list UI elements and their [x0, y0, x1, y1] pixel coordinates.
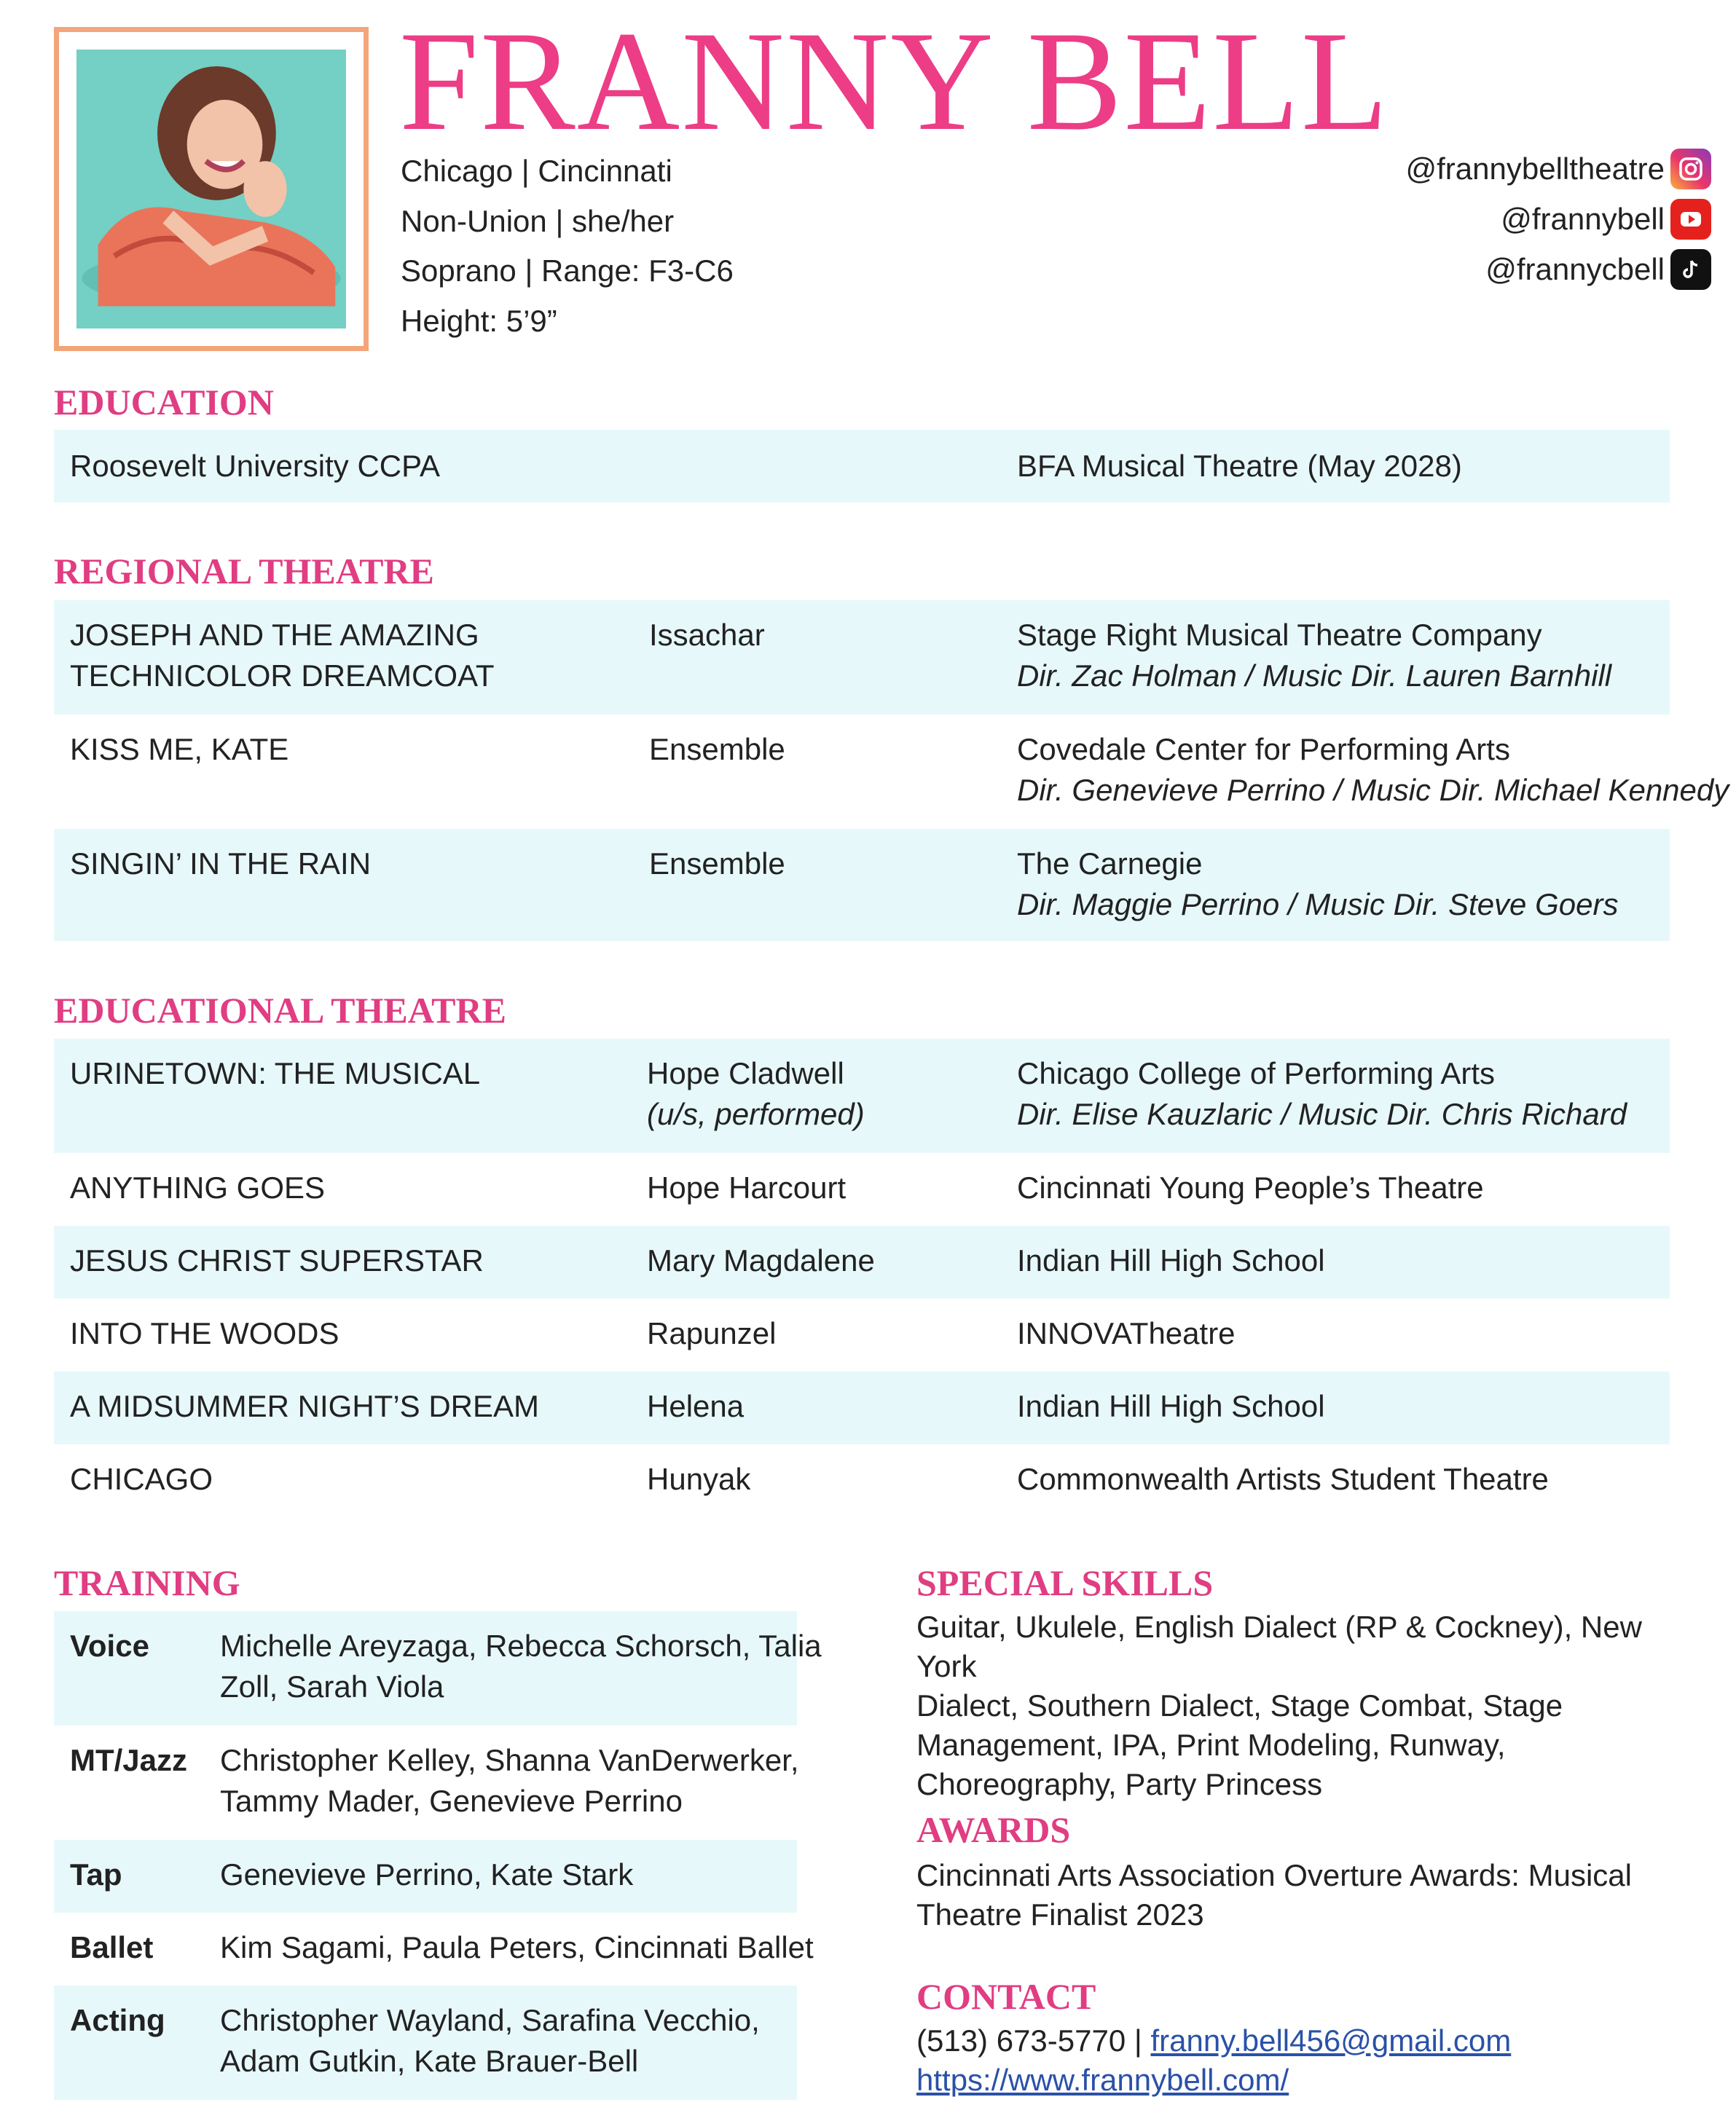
training-label: Ballet	[70, 1930, 154, 1964]
role: Helena	[647, 1389, 745, 1423]
contact-heading: CONTACT	[916, 1976, 1096, 2017]
social-instagram[interactable]	[1405, 149, 1711, 189]
skills-heading: SPECIAL SKILLS	[916, 1562, 1214, 1603]
skills-line: Management, IPA, Print Modeling, Runway,	[916, 1728, 1506, 1762]
social-handle[interactable]: @frannycbell	[1485, 252, 1665, 286]
info-height: Height: 5’9”	[401, 304, 557, 338]
role-note: (u/s, performed)	[647, 1097, 865, 1131]
youtube-icon[interactable]	[1670, 199, 1711, 240]
educational-heading: EDUCATIONAL THEATRE	[54, 990, 506, 1031]
performer-name: FRANNY BELL	[399, 2, 1390, 160]
table-row	[54, 829, 1670, 941]
show-title: TECHNICOLOR DREAMCOAT	[70, 658, 495, 693]
tiktok-icon[interactable]	[1670, 249, 1711, 290]
training-teachers: Kim Sagami, Paula Peters, Cincinnati Ballet	[220, 1930, 814, 1964]
role: Mary Magdalene	[647, 1243, 875, 1278]
skills-line: Choreography, Party Princess	[916, 1767, 1323, 1801]
role: Ensemble	[649, 846, 785, 881]
venue: The Carnegie	[1017, 846, 1203, 881]
email-link[interactable]: franny.bell456@gmail.com	[1150, 2023, 1512, 2058]
role: Hope Harcourt	[647, 1170, 847, 1205]
instagram-icon[interactable]	[1670, 149, 1711, 189]
skills-line: Guitar, Ukulele, English Dialect (RP & Cockney), New York	[916, 1610, 1642, 1683]
show-title: SINGIN’ IN THE RAIN	[70, 846, 372, 881]
training-label: Voice	[70, 1629, 149, 1663]
training-heading: TRAINING	[54, 1562, 240, 1603]
training-teachers: Genevieve Perrino, Kate Stark	[220, 1857, 634, 1892]
skills-text	[916, 1608, 1689, 1804]
directors: Dir. Maggie Perrino / Music Dir. Steve Goers	[1017, 887, 1619, 921]
role: Ensemble	[649, 732, 785, 766]
training-row-ballet	[54, 1913, 814, 1986]
venue: Stage Right Musical Theatre Company	[1017, 618, 1542, 652]
role: Hunyak	[647, 1462, 751, 1496]
headshot-photo	[76, 50, 346, 328]
info-union: Non-Union | she/her	[401, 204, 675, 238]
info-voice: Soprano | Range: F3-C6	[401, 253, 734, 288]
venue: Indian Hill High School	[1017, 1389, 1325, 1423]
table-row	[54, 1039, 1670, 1153]
social-youtube[interactable]	[1501, 199, 1711, 240]
table-row	[54, 1153, 1670, 1226]
phone-number: (513) 673-5770 |	[916, 2023, 1142, 2058]
directors: Dir. Elise Kauzlaric / Music Dir. Chris Richard	[1017, 1097, 1627, 1131]
headshot-illustration	[76, 50, 346, 328]
show-title: KISS ME, KATE	[70, 732, 289, 766]
training-row-voice	[54, 1611, 822, 1726]
venue: INNOVATheatre	[1017, 1316, 1236, 1350]
awards-line: Cincinnati Arts Association Overture Awards: Musical	[916, 1858, 1632, 1892]
role: Issachar	[649, 618, 765, 652]
training-teachers: Tammy Mader, Genevieve Perrino	[220, 1784, 683, 1818]
social-handle[interactable]: @frannybell	[1501, 202, 1665, 236]
venue: Indian Hill High School	[1017, 1243, 1325, 1278]
training-label: Acting	[70, 2003, 165, 2037]
education-row	[54, 430, 1670, 503]
training-teachers: Zoll, Sarah Viola	[220, 1669, 444, 1704]
table-row	[54, 600, 1670, 715]
venue: Cincinnati Young People’s Theatre	[1017, 1170, 1484, 1205]
training-teachers: Christopher Kelley, Shanna VanDerwerker,	[220, 1743, 799, 1777]
directors: Dir. Zac Holman / Music Dir. Lauren Barnhill	[1017, 658, 1612, 693]
show-title: INTO THE WOODS	[70, 1316, 339, 1350]
website-link[interactable]: https://www.frannybell.com/	[916, 2063, 1289, 2097]
show-title: JOSEPH AND THE AMAZING	[70, 618, 479, 652]
venue: Commonwealth Artists Student Theatre	[1017, 1462, 1549, 1496]
directors: Dir. Genevieve Perrino / Music Dir. Michael Kennedy	[1017, 773, 1729, 807]
awards-heading: AWARDS	[916, 1809, 1071, 1850]
role: Hope Cladwell	[647, 1056, 844, 1090]
show-title: JESUS CHRIST SUPERSTAR	[70, 1243, 484, 1278]
show-title: CHICAGO	[70, 1462, 213, 1496]
training-row-mt-jazz	[54, 1726, 797, 1840]
table-row	[54, 1226, 1670, 1299]
training-label: MT/Jazz	[70, 1743, 188, 1777]
venue: Chicago College of Performing Arts	[1017, 1056, 1495, 1090]
show-title: ANYTHING GOES	[70, 1170, 326, 1205]
training-row-tap	[54, 1840, 797, 1913]
show-title: A MIDSUMMER NIGHT’S DREAM	[70, 1389, 540, 1423]
training-teachers: Christopher Wayland, Sarafina Vecchio,	[220, 2003, 760, 2037]
school-name: Roosevelt University CCPA	[70, 449, 441, 483]
venue: Covedale Center for Performing Arts	[1017, 732, 1510, 766]
training-label: Tap	[70, 1857, 122, 1892]
info-location: Chicago | Cincinnati	[401, 154, 672, 188]
degree: BFA Musical Theatre (May 2028)	[1017, 449, 1462, 483]
regional-heading: REGIONAL THEATRE	[54, 551, 434, 591]
training-teachers: Michelle Areyzaga, Rebecca Schorsch, Talia	[220, 1629, 822, 1663]
contact-text	[916, 2021, 1689, 2100]
awards-text	[916, 1856, 1689, 1935]
table-row	[54, 1299, 1670, 1372]
training-row-acting	[54, 1986, 797, 2100]
table-row	[54, 1444, 1670, 1517]
skills-line: Dialect, Southern Dialect, Stage Combat, Stage	[916, 1688, 1563, 1723]
awards-line: Theatre Finalist 2023	[916, 1897, 1204, 1932]
training-teachers: Adam Gutkin, Kate Brauer-Bell	[220, 2044, 639, 2078]
social-handle[interactable]: @frannybelltheatre	[1405, 152, 1665, 186]
table-row	[54, 1372, 1670, 1444]
headshot-frame	[54, 27, 369, 351]
education-heading: EDUCATION	[54, 382, 274, 422]
social-tiktok[interactable]	[1485, 249, 1711, 290]
role: Rapunzel	[647, 1316, 777, 1350]
table-row	[54, 715, 1729, 829]
show-title: URINETOWN: THE MUSICAL	[70, 1056, 481, 1090]
